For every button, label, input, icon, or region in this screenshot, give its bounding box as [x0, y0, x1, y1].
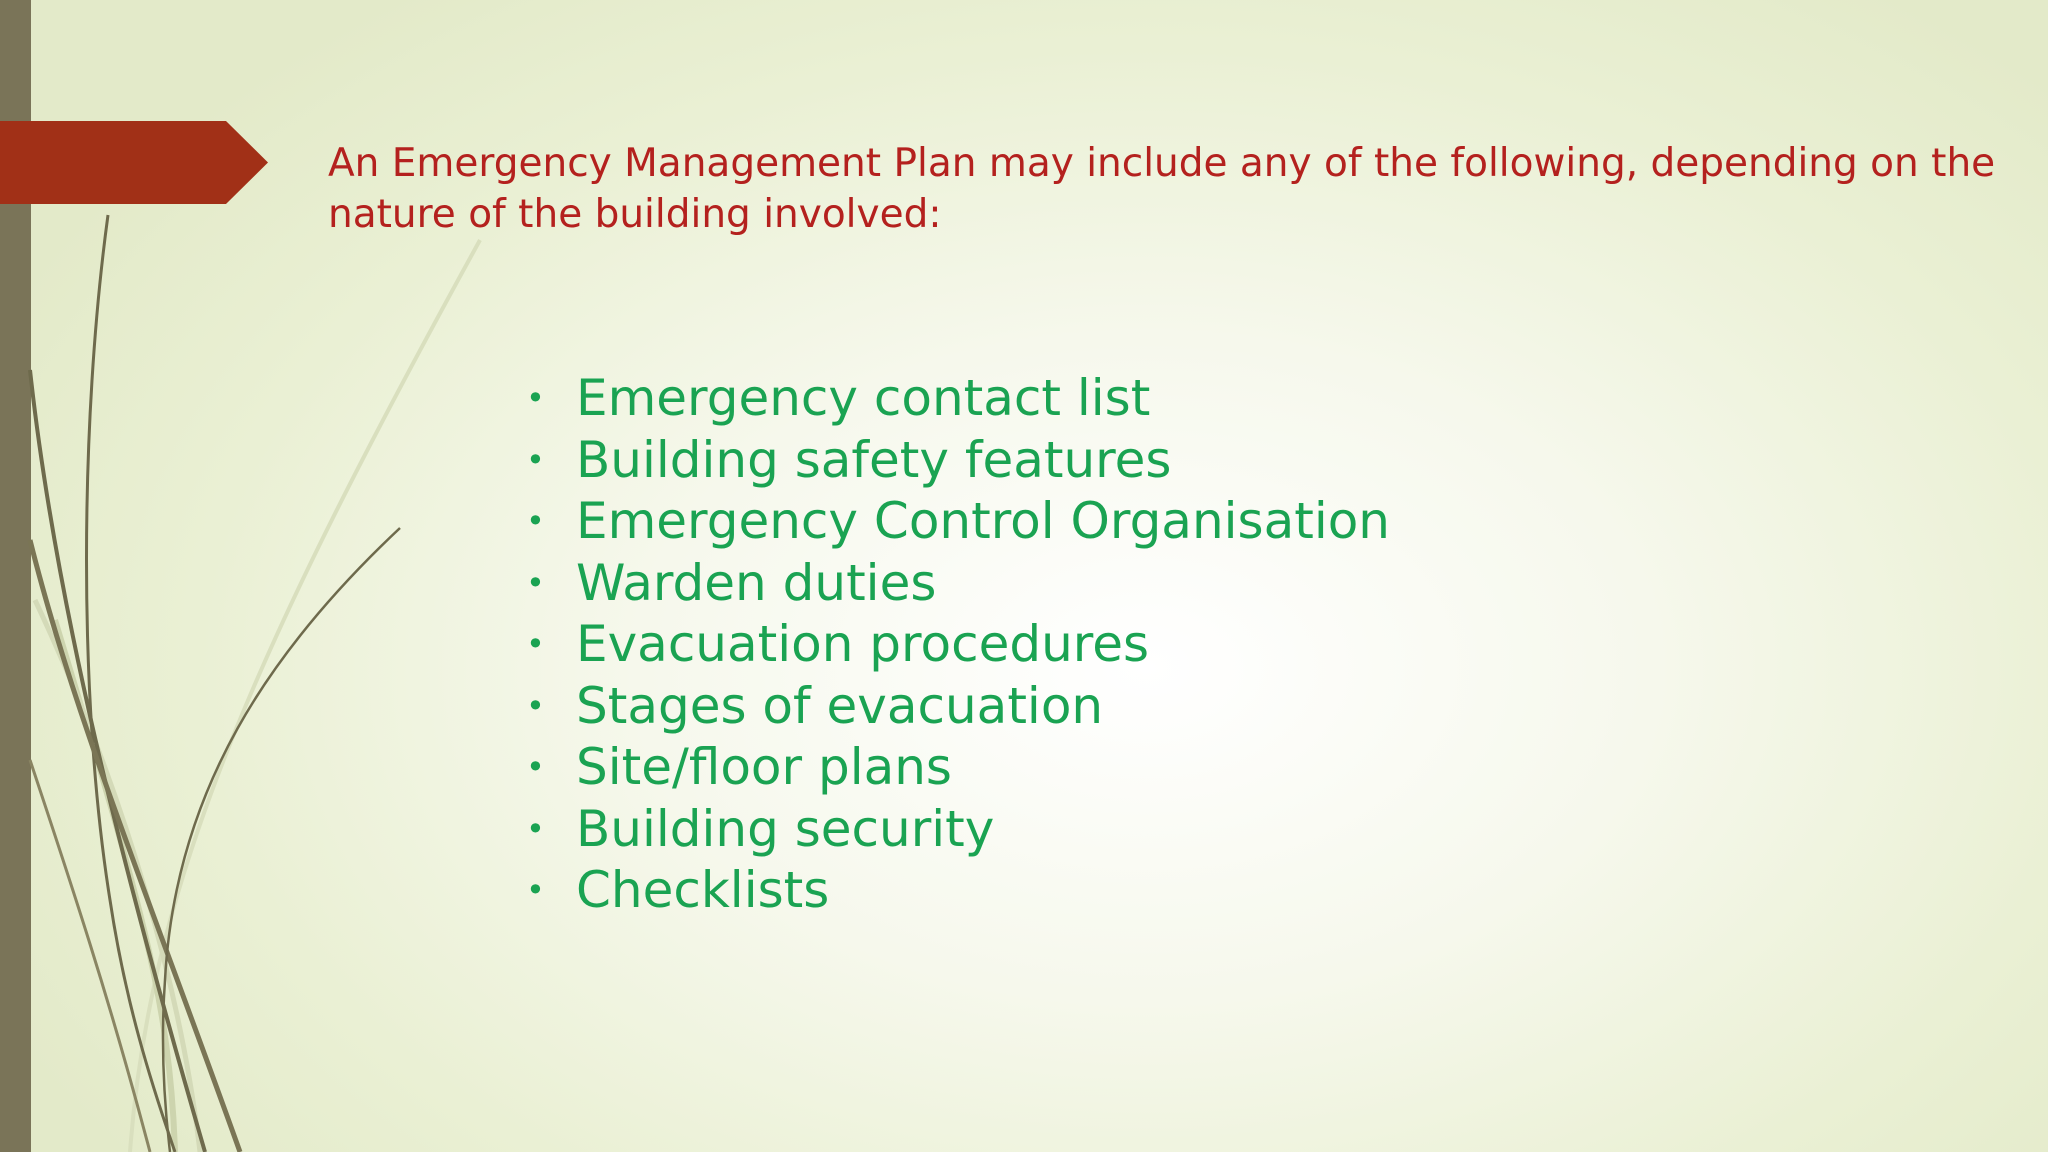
bullet-icon: • — [526, 563, 545, 602]
list-item-building-security — [526, 799, 1390, 861]
list-item-evacuation-procedures — [526, 614, 1390, 676]
list-item-text: Stages of evacuation — [576, 676, 1104, 735]
list-item-text: Checklists — [576, 861, 830, 919]
list-item-warden-duties — [526, 553, 1390, 615]
list-item-text: Site/floor plans — [576, 738, 952, 796]
list-item-stages-of-evacuation — [526, 676, 1390, 738]
list-item-text: Warden duties — [576, 553, 937, 612]
bullet-icon: • — [526, 440, 545, 479]
list-item-text: Emergency contact list — [576, 369, 1151, 427]
bullet-icon: • — [526, 625, 545, 663]
list-item-building-safety-features — [526, 430, 1390, 492]
bullet-icon: • — [526, 502, 545, 540]
bullet-list — [526, 368, 1390, 922]
slide-heading: An Emergency Management Plan may include any of the following, depending on the nature of the building involved: — [328, 141, 1996, 237]
list-item-text: Building safety features — [576, 430, 1172, 489]
list-item-emergency-contact-list — [526, 368, 1390, 430]
list-item-text: Emergency Control Organisation — [576, 492, 1390, 550]
bullet-icon: • — [526, 809, 545, 848]
title-arrow-shape — [0, 121, 268, 204]
bullet-icon: • — [526, 686, 545, 725]
list-item-checklists — [526, 860, 1390, 922]
list-item-emergency-control-organisation — [526, 491, 1390, 553]
bullet-icon: • — [526, 748, 545, 786]
list-item-text: Building security — [576, 799, 995, 858]
list-item-site-floor-plans — [526, 737, 1390, 799]
bullet-icon: • — [526, 871, 545, 909]
bullet-icon: • — [526, 379, 545, 417]
list-item-text: Evacuation procedures — [576, 615, 1150, 673]
